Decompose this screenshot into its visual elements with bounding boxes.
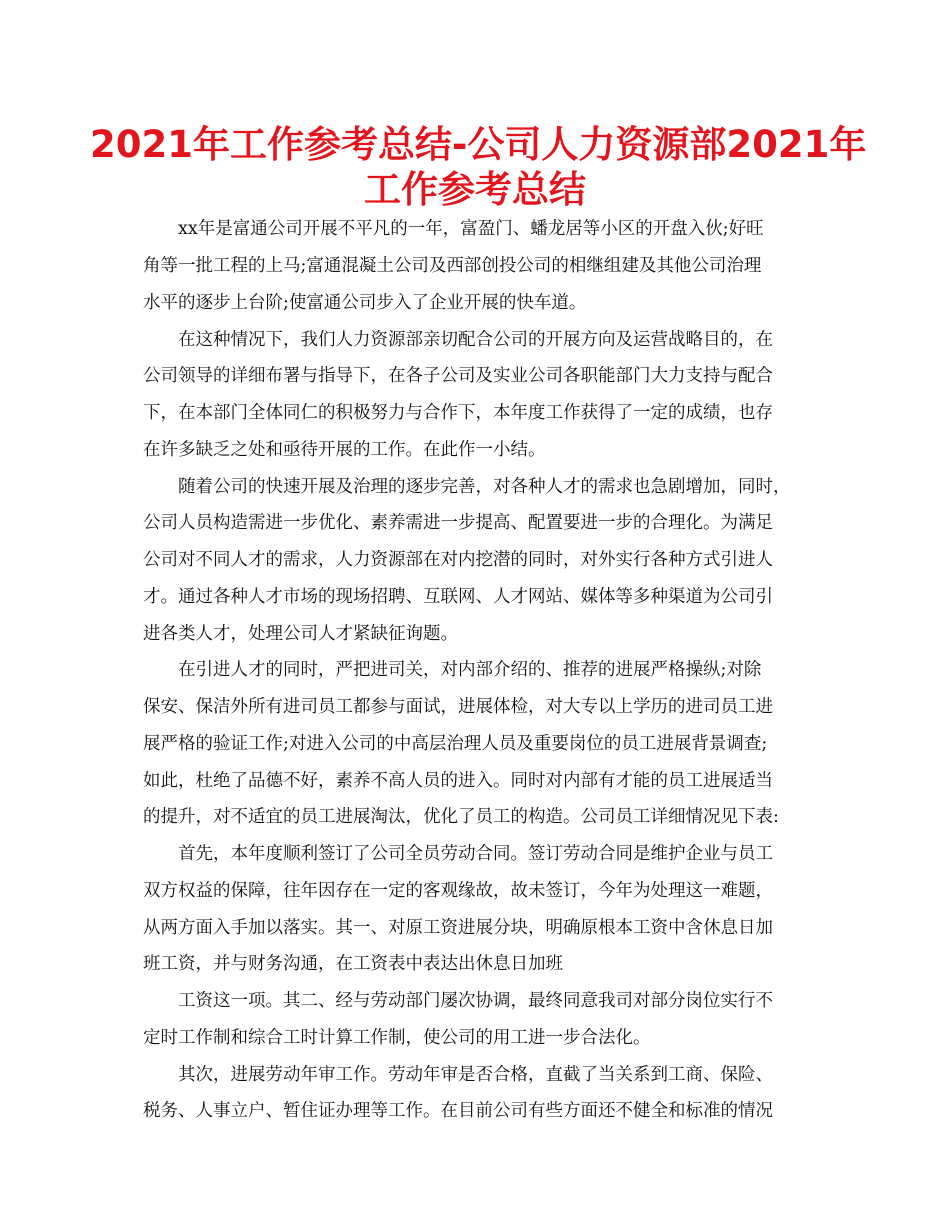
body-line: 进各类人才，处理公司人才紧缺征询题。 — [143, 624, 458, 644]
body-line: 下，在本部门全体同仁的积极努力与合作下，本年度工作获得了一定的成绩，也存 — [143, 403, 773, 423]
body-line: xx年是富通公司开展不平凡的一年，富盈门、蟠龙居等小区的开盘入伙;好旺 — [178, 219, 764, 239]
body-line: 公司领导的详细布署与指导下，在各子公司及实业公司各职能部门大力支持与配合 — [143, 366, 773, 386]
body-line: 在引进人才的同时，严把进司关，对内部介绍的、推荐的进展严格操纵;对除 — [178, 660, 762, 680]
body-line: 公司对不同人才的需求，人力资源部在对内挖潜的同时，对外实行各种方式引进人 — [143, 550, 773, 570]
body-line: 双方权益的保障，往年因存在一定的客观缘故，故未签订，今年为处理这一难题， — [143, 881, 773, 901]
document-title-line-2: 工作参考总结 — [364, 168, 586, 211]
body-line: 税务、人事立户、暂住证办理等工作。在目前公司有些方面还不健全和标准的情况 — [143, 1101, 773, 1121]
body-line: 水平的逐步上台阶;使富通公司步入了企业开展的快车道。 — [143, 293, 587, 313]
body-line: 其次，进展劳动年审工作。劳动年审是否合格，直截了当关系到工商、保险、 — [178, 1065, 773, 1085]
body-line: 随着公司的快速开展及治理的逐步完善，对各种人才的需求也急剧增加，同时， — [178, 477, 791, 497]
body-line: 展严格的验证工作;对进入公司的中高层治理人员及重要岗位的员工进展背景调查; — [143, 734, 768, 754]
body-line: 保安、保洁外所有进司员工都参与面试，进展体检，对大专以上学历的进司员工进 — [143, 697, 773, 717]
body-line: 从两方面入手加以落实。其一、对原工资进展分块，明确原根本工资中含休息日加 — [143, 918, 773, 938]
document-title-line-1: 2021年工作参考总结-公司人力资源部2021年 — [90, 123, 867, 166]
body-line: 角等一批工程的上马;富通混凝土公司及西部创投公司的相继组建及其他公司治理 — [143, 256, 762, 276]
body-line: 如此，杜绝了品德不好，素养不高人员的进入。同时对内部有才能的员工进展适当 — [143, 771, 773, 791]
body-line: 才。通过各种人才市场的现场招聘、互联网、人才网站、媒体等多种渠道为公司引 — [143, 587, 773, 607]
body-line: 工资这一项。其二、经与劳动部门屡次协调，最终同意我司对部分岗位实行不 — [178, 991, 773, 1011]
body-line: 在许多缺乏之处和亟待开展的工作。在此作一小结。 — [143, 440, 546, 460]
body-line: 的提升，对不适宜的员工进展淘汰，优化了员工的构造。公司员工详细情况见下表: — [143, 807, 779, 827]
body-line: 班工资，并与财务沟通，在工资表中表达出休息日加班 — [143, 954, 563, 974]
body-line: 公司人员构造需进一步优化、素养需进一步提高、配置要进一步的合理化。为满足 — [143, 513, 773, 533]
body-line: 定时工作制和综合工时计算工作制，使公司的用工进一步合法化。 — [143, 1028, 651, 1048]
body-line: 首先，本年度顺利签订了公司全员劳动合同。签订劳动合同是维护企业与员工 — [178, 844, 773, 864]
body-line: 在这种情况下，我们人力资源部亲切配合公司的开展方向及运营战略目的，在 — [178, 330, 773, 350]
